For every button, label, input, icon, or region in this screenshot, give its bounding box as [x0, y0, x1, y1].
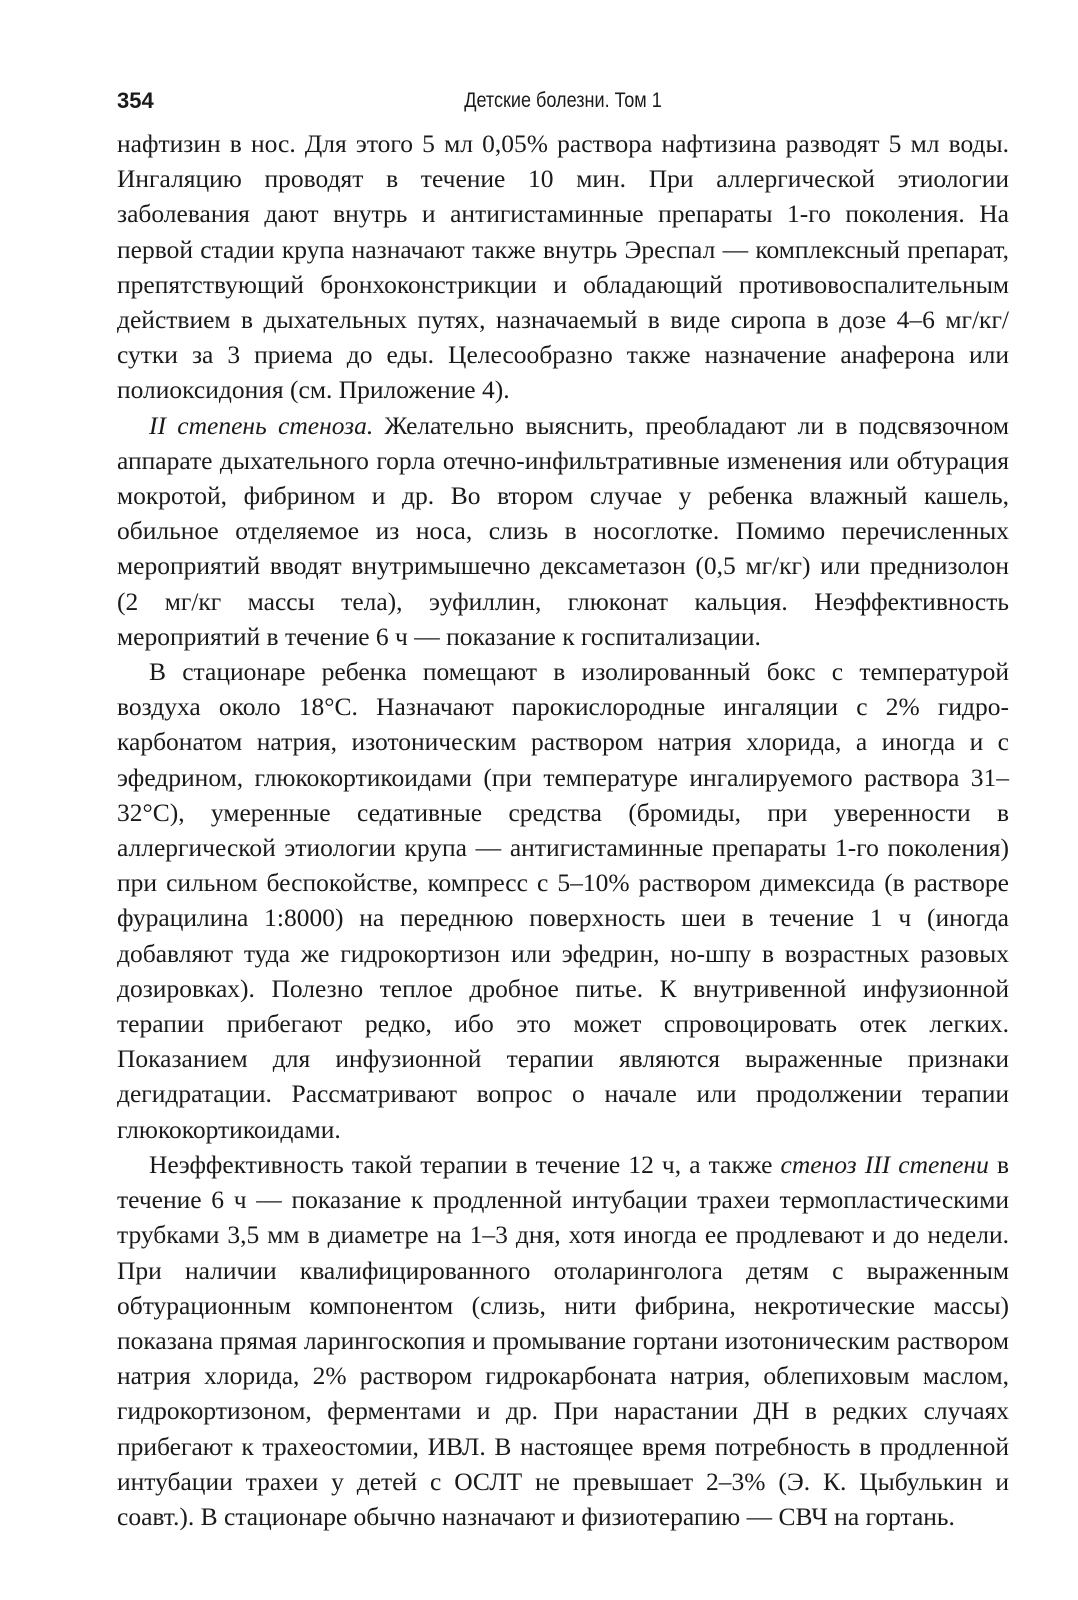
- running-head: [117, 88, 1009, 122]
- paragraph-stenosis-grade-2: [117, 408, 1009, 654]
- paragraph-continued: нафтизин в нос. Для этого 5 мл 0,05% раствора нафтизина разводят 5 мл воды. Ингаляцию проводят в течение 10 мин. При аллергической этиологии заболевания дают внутрь и антигистаминные препараты 1-го поколения. На первой стадии крупа назначают также внутрь Эреспал — комплексный препарат, препятствующий бронхоконстрикции и обладающий противовоспалительным действием в дыхательных путях, назначаемый в виде сиропа в дозе 4–6 мг/кг/сутки за 3 приема до еды. Целесообразно также назначение анаферона или полиоксидония (см. Приложение 4).: [117, 129, 1009, 405]
- running-title: Детские болезни. Том 1: [464, 89, 662, 112]
- paragraph-italic-term: стеноз III степени: [780, 1149, 989, 1179]
- paragraph-text: Желательно выяснить, преобладают ли в подсвязочном аппарате дыхательного горла отечно-инфильтративные изменения или обтурация мокротой, фибрином и др. Во втором случае у ребенка влажный кашель, обильное отделяемое из носа, слизь в носоглотке. Помимо перечисленных мероприятий вводят внутримышечно дексаметазон (0,5 мг/кг) или преднизолон (2 мг/кг массы тела), эуфиллин, глюконат кальция. Неэффективность мероприятий в течение 6 ч — показание к госпитализации.: [117, 410, 1009, 651]
- paragraph-hospital-treatment: В стационаре ребенка помещают в изолированный бокс с температурой воздуха около 18°С. Назначают парокислородные ингаляции с 2% гидрокарбонатом натрия, изотоническим раствором натрия хлорида, а иногда и с эфедрином, глюкокортикоидами (при температуре ингалируемого раствора 31–32°С), умеренные седативные средства (бромиды, при уверенности в аллергической этиологии крупа — антигистаминные препараты 1-го поколения) при сильном беспокойстве, компресс с 5–10% раствором димексида (в растворе фурацилина 1:8000) на переднюю поверхность шеи в течение 1 ч (иногда добавляют туда же гидрокортизон или эфедрин, но-шпу в возрастных разовых дозировках). Полезно теплое дробное питье. К внутривенной инфузионной терапии прибегают редко, ибо это может спровоцировать отек легких. Показанием для инфузионной терапии являются выраженные признаки дегидратации. Рассматривают вопрос о начале или продолжении терапии глюкокортикоидами.: [117, 657, 1009, 1144]
- page-number: 354: [117, 88, 154, 113]
- body-text: [117, 126, 1009, 1534]
- paragraph-intubation: [117, 1147, 1009, 1534]
- book-page: [117, 88, 1009, 1534]
- paragraph-lead-italic: II степень стеноза.: [149, 410, 374, 440]
- paragraph-text-before: Неэффективность такой терапии в течение 12 ч, а также: [149, 1149, 781, 1179]
- paragraph-text-after: в течение 6 ч — показание к продленной интубации трахеи термопластическими трубками 3,5 мм в диаметре на 1–3 дня, хотя иногда ее продлевают и до недели. При наличии квалифицированного отоларинголога детям с выраженным обтурационным компонентом (слизь, нити фибрина, некротические массы) показана прямая ларингоскопия и промывание гортани изотоническим раствором натрия хлорида, 2% раствором гидрокарбоната натрия, облепиховым маслом, гидрокортизоном, ферментами и др. При нарастании ДН в редких случаях прибегают к трахеостомии, ИВЛ. В настоящее время потребность в продленной интубации трахеи у детей с ОСЛТ не превышает 2–3% (Э. К. Цыбулькин и соавт.). В стационаре обычно назначают и физиотерапию — СВЧ на гортань.: [117, 1149, 1009, 1531]
